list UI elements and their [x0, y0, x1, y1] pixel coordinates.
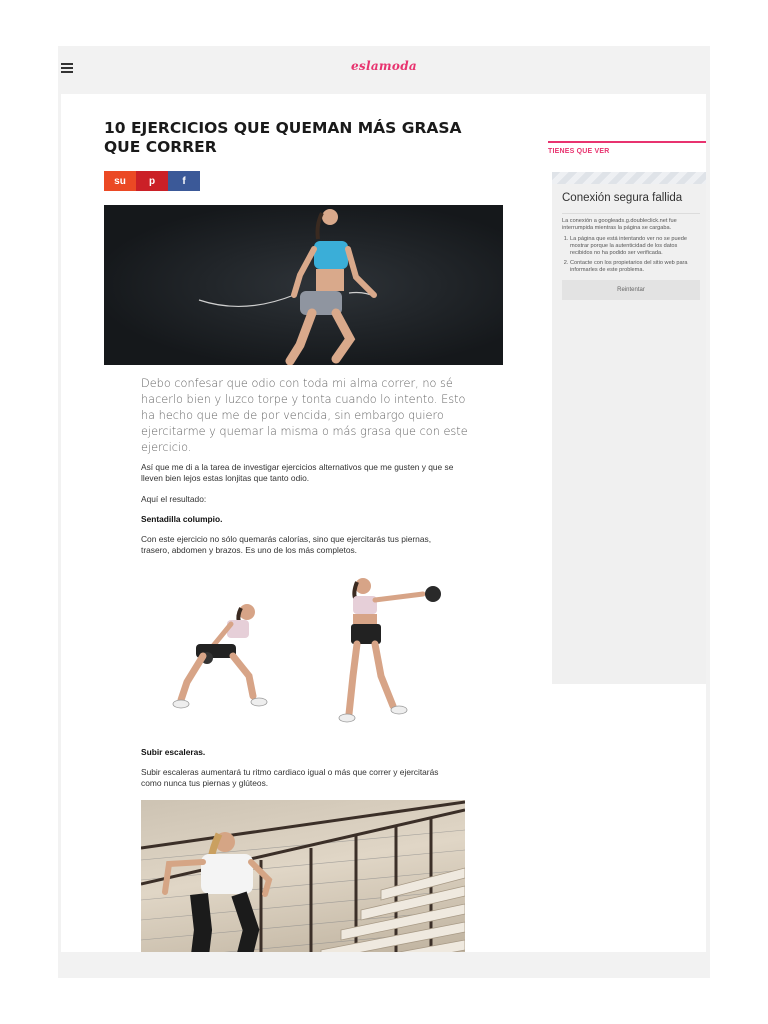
site-logo[interactable]: eslamoda	[351, 59, 417, 73]
retry-button[interactable]: Reintentar	[562, 280, 700, 300]
error-stripe	[552, 172, 706, 184]
sidebar-divider	[548, 141, 706, 143]
paragraph-1: Así que me di a la tarea de investigar ejercicios alternativos que me gusten y que se lleven bien lejos estas lonjitas que tanto odio.	[141, 462, 454, 483]
facebook-icon: f	[182, 175, 186, 187]
top-bar	[58, 46, 710, 94]
kettlebell-figures	[141, 564, 461, 734]
stairs-image	[141, 800, 465, 952]
error-title: Conexión segura fallida	[562, 192, 683, 204]
section-heading-sentadilla: Sentadilla columpio.	[141, 514, 223, 524]
stairs-illustration	[141, 800, 465, 952]
share-buttons	[104, 171, 200, 191]
error-text: La conexión a googleads.g.doubleclick.net fue interrumpida mientras la página se cargaba.	[562, 213, 700, 232]
paragraph-4: Subir escaleras aumentará tu ritmo cardiaco igual o más que correr y ejercitarás como nunca tus piernas y glúteos.	[141, 767, 439, 788]
error-list-item: 1. La página que está intentando ver no se puede mostrar porque la autenticidad de los datos recibidos no ha podido ser verificada.	[570, 236, 700, 257]
ad-error-box	[552, 172, 706, 684]
hero-image-jump-rope	[104, 205, 503, 365]
facebook-share-button[interactable]	[168, 171, 200, 191]
stumbleupon-share-button[interactable]	[104, 171, 136, 191]
kettlebell-swing-image	[141, 564, 461, 734]
error-list	[562, 236, 700, 274]
pinterest-icon: p	[148, 175, 156, 187]
article-title: 10 EJERCICIOS QUE QUEMAN MÁS GRASA QUE CORRER	[104, 119, 462, 156]
page-content	[61, 94, 706, 952]
sidebar-label: TIENES QUE VER	[548, 148, 610, 155]
section-heading-escaleras: Subir escaleras.	[141, 747, 206, 757]
error-list-item: 2. Contacte con los propietarios del sitio web para informarles de este problema.	[570, 260, 700, 274]
stumbleupon-icon: su	[114, 175, 126, 187]
browser-frame	[58, 46, 710, 978]
article-lead: Debo confesar que odio con toda mi alma correr, no sé hacerlo bien y luzco torpe y tonta cuando lo intento. Esto ha hecho que me de por vencida, sin embargo quiero ejercitarme y quemar la misma o más grasa que con este ejercicio.	[141, 377, 468, 454]
jump-rope-illustration	[104, 205, 503, 365]
pinterest-share-button[interactable]	[136, 171, 168, 191]
paragraph-3: Con este ejercicio no sólo quemarás calorías, sino que ejercitarás tus piernas, trasero, abdomen y brazos. Es uno de los más completos.	[141, 534, 432, 555]
paragraph-2: Aquí el resultado:	[141, 494, 207, 504]
